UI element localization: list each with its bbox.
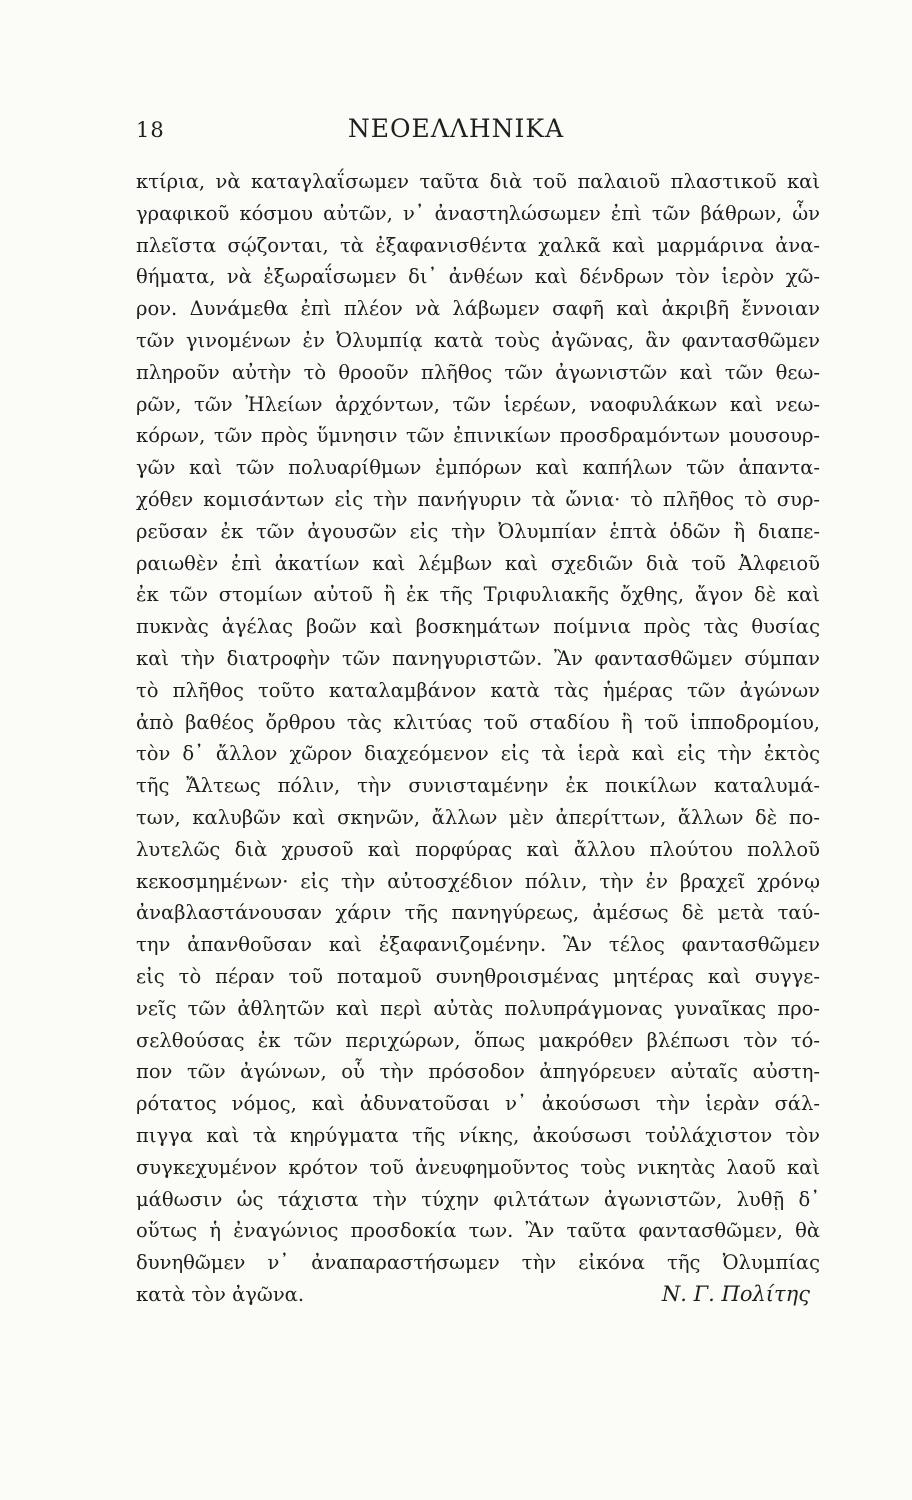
text-line: ρεῦσαν ἐκ τῶν ἀγουσῶν εἰς τὴν Ὀλυμπίαν ἑπτὰ ὁδῶν ἢ διαπε- xyxy=(136,519,820,543)
text-line: νεῖς τῶν ἀθλητῶν καὶ περὶ αὐτὰς πολυπράγμονας γυναῖκας προ- xyxy=(136,996,820,1020)
text-line: πληροῦν αὐτὴν τὸ θροοῦν πλῆθος τῶν ἀγωνιστῶν καὶ τῶν θεω- xyxy=(136,360,820,384)
text-line: κεκοσμημένων· εἰς τὴν αὐτοσχέδιον πόλιν, τὴν ἐν βραχεῖ χρόνῳ xyxy=(136,869,820,893)
closing-line xyxy=(136,1279,820,1311)
text-line: πιγγα καὶ τὰ κηρύγματα τῆς νίκης, ἀκούσωσι τοὐλάχιστον τὸν xyxy=(136,1123,820,1147)
text-line: τὸ πλῆθος τοῦτο καταλαμβάνον κατὰ τὰς ἡμέρας τῶν ἀγώνων xyxy=(136,678,820,702)
text-line: γραφικοῦ κόσμου αὐτῶν, ν᾽ ἀναστηλώσωμεν ἐπὶ τῶν βάθρων, ὧν xyxy=(136,201,820,225)
text-line: πλεῖστα σῴζονται, τὰ ἐξαφανισθέντα χαλκᾶ καὶ μαρμάρινα ἀνα- xyxy=(136,233,820,257)
text-line: ἀναβλαστάνουσαν χάριν τῆς πανηγύρεως, ἀμέσως δὲ μετὰ ταύ- xyxy=(136,901,820,925)
text-line: τῆς Ἄλτεως πόλιν, τὴν συνισταμένην ἐκ ποικίλων καταλυμά- xyxy=(136,774,820,798)
text-line: ἐκ τῶν στομίων αὐτοῦ ἢ ἐκ τῆς Τριφυλιακῆς ὄχθης, ἄγον δὲ καὶ xyxy=(136,583,820,607)
text-line: γῶν καὶ τῶν πολυαρίθμων ἐμπόρων καὶ καπήλων τῶν ἁπαντα- xyxy=(136,456,820,480)
author-signature: Ν. Γ. Πολίτης xyxy=(661,1281,810,1306)
text-line: ραιωθὲν ἐπὶ ἀκατίων καὶ λέμβων καὶ σχεδιῶν διὰ τοῦ Ἀλφειοῦ xyxy=(136,551,820,575)
text-line: λυτελῶς διὰ χρυσοῦ καὶ πορφύρας καὶ ἄλλου πλούτου πολλοῦ xyxy=(136,837,820,861)
page-number: 18 xyxy=(136,118,165,142)
text-line: μάθωσιν ὡς τάχιστα τὴν τύχην φιλτάτων ἀγωνιστῶν, λυθῇ δ᾽ xyxy=(136,1187,820,1211)
text-line: κόρων, τῶν πρὸς ὕμνησιν τῶν ἐπινικίων προσδραμόντων μουσουρ- xyxy=(136,424,820,448)
text-line: οὕτως ἡ ἐναγώνιος προσδοκία των. Ἂν ταῦτα φαντασθῶμεν, θὰ xyxy=(136,1219,820,1243)
text-line: τὸν δ᾽ ἄλλον χῶρον διαχεόμενον εἰς τὰ ἱερὰ καὶ εἰς τὴν ἐκτὸς xyxy=(136,742,820,766)
text-line: την ἀπανθοῦσαν καὶ ἐξαφανιζομένην. Ἂν τέλος φαντασθῶμεν xyxy=(136,933,820,957)
text-line: τῶν γινομένων ἐν Ὀλυμπίᾳ κατὰ τοὺς ἀγῶνας, ἂν φαντασθῶμεν xyxy=(136,328,820,352)
text-line: σελθούσας ἐκ τῶν περιχώρων, ὅπως μακρόθεν βλέπωσι τὸν τό- xyxy=(136,1028,820,1052)
text-lines xyxy=(136,166,820,1279)
text-line: ρῶν, τῶν Ἠλείων ἀρχόντων, τῶν ἱερέων, ναοφυλάκων καὶ νεω- xyxy=(136,392,820,416)
text-line: εἰς τὸ πέραν τοῦ ποταμοῦ συνηθροισμένας μητέρας καὶ συγγε- xyxy=(136,964,820,988)
text-line: καὶ τὴν διατροφὴν τῶν πανηγυριστῶν. Ἂν φαντασθῶμεν σύμπαν xyxy=(136,646,820,670)
article-body xyxy=(136,166,820,1311)
closing-text: κατὰ τὸν ἀγῶνα. xyxy=(136,1282,305,1306)
text-line: κτίρια, νὰ καταγλαΐσωμεν ταῦτα διὰ τοῦ παλαιοῦ πλαστικοῦ καὶ xyxy=(136,170,820,193)
text-line: πον τῶν ἀγώνων, οὗ τὴν πρόσοδον ἀπηγόρευεν αὐταῖς αὐστη- xyxy=(136,1060,820,1084)
text-line: συγκεχυμένον κρότον τοῦ ἀνευφημοῦντος τοὺς νικητὰς λαοῦ καὶ xyxy=(136,1155,820,1179)
text-line: δυνηθῶμεν ν᾽ ἀναπαραστήσωμεν τὴν εἰκόνα τῆς Ὀλυμπίας xyxy=(136,1251,820,1275)
text-line: ρότατος νόμος, καὶ ἀδυνατοῦσαι ν᾽ ἀκούσωσι τὴν ἱερὰν σάλ- xyxy=(136,1092,820,1116)
text-line: ρον. Δυνάμεθα ἐπὶ πλέον νὰ λάβωμεν σαφῆ καὶ ἀκριβῆ ἔννοιαν xyxy=(136,297,820,321)
text-line: ἀπὸ βαθέος ὄρθρου τὰς κλιτύας τοῦ σταδίου ἢ τοῦ ἱπποδρομίου, xyxy=(136,710,820,734)
running-title: ΝΕΟΕΛΛΗΝΙΚΑ xyxy=(347,114,565,143)
text-line: των, καλυβῶν καὶ σκηνῶν, ἄλλων μὲν ἀπερίττων, ἄλλων δὲ πο- xyxy=(136,805,820,829)
page-header xyxy=(0,110,912,150)
text-line: θήματα, νὰ ἐξωραΐσωμεν δι᾽ ἀνθέων καὶ δένδρων τὸν ἱερὸν χῶ- xyxy=(136,265,820,289)
text-line: χόθεν κομισάντων εἰς τὴν πανήγυριν τὰ ὤνια· τὸ πλῆθος τὸ συρ- xyxy=(136,487,820,511)
text-line: πυκνὰς ἀγέλας βοῶν καὶ βοσκημάτων ποίμνια πρὸς τὰς θυσίας xyxy=(136,615,820,639)
